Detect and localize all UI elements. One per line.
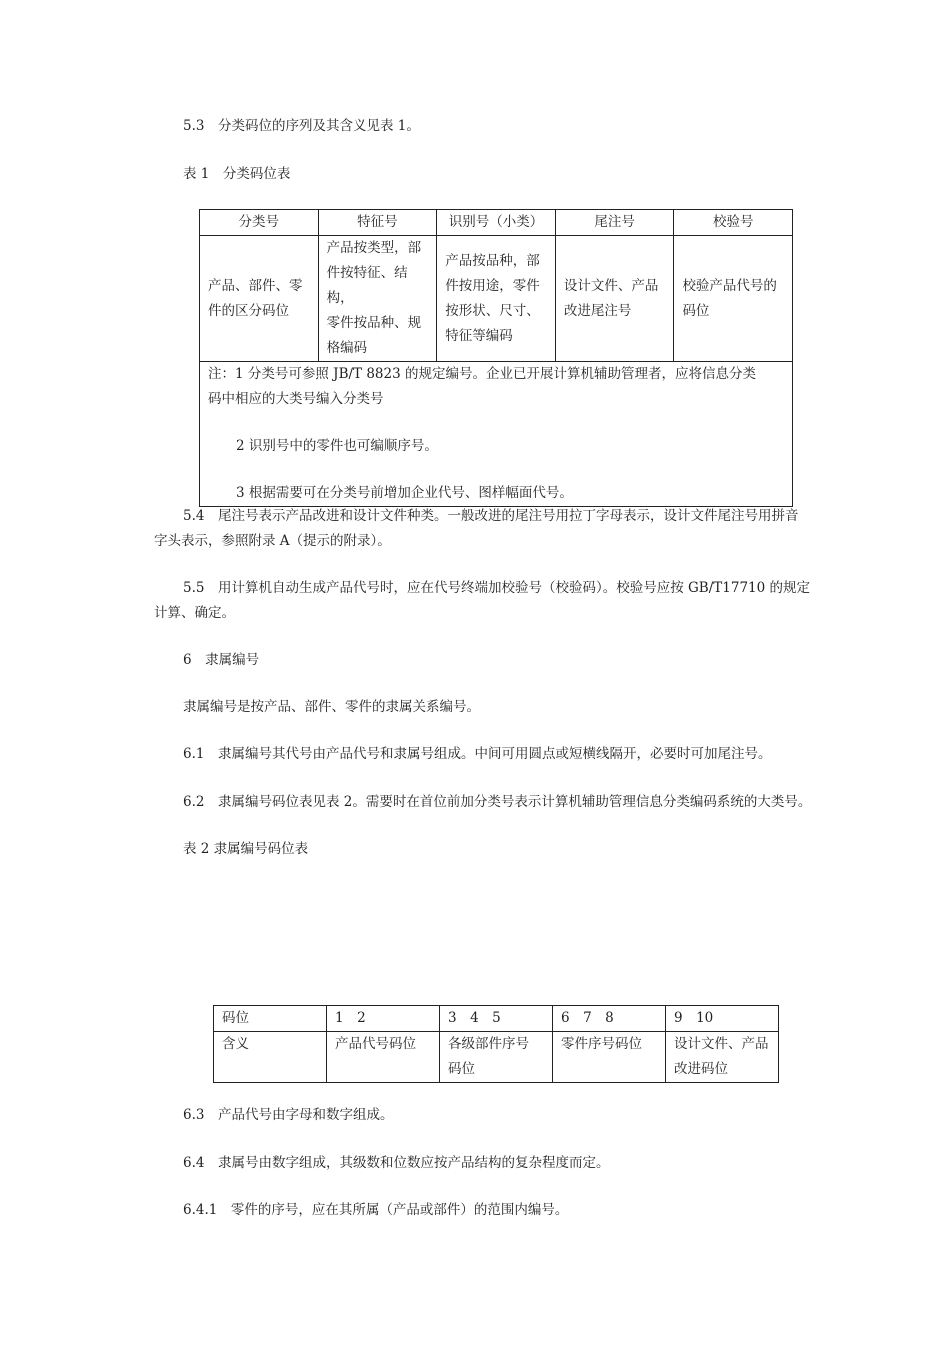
cell-line: 码位 (682, 302, 710, 319)
section-5-4-line-2: 字头表示，参照附录 A（提示的附录）。 (154, 533, 391, 549)
section-6-3: 6.3 产品代号由字母和数字组成。 (183, 1107, 394, 1123)
note-1-line-1: 注：1 分类号可参照 JB/T 8823 的规定编号。企业已开展计算机辅助管理者，应将信息分类 (208, 366, 756, 382)
table-1-classification-code (199, 209, 793, 507)
note-spacer (208, 412, 784, 434)
note-1-line-2: 码中相应的大类号编入分类号 (208, 391, 384, 407)
table1-notes-row (200, 362, 793, 507)
cell-line: 改进尾注号 (563, 302, 632, 319)
table1-cell (200, 236, 319, 362)
table1-header: 特征号 (318, 210, 437, 236)
section-5-3: 5.3 分类码位的序列及其含义见表 1。 (183, 118, 420, 134)
table2-cell (666, 1032, 779, 1083)
table2-row-code-position (214, 1006, 779, 1032)
section-5-4-line-1: 5.4 尾注号表示产品改进和设计文件种类。一般改进的尾注号用拉丁字母表示，设计文件尾注号用拼音 (183, 508, 799, 524)
cell-line: 码位 (448, 1061, 475, 1077)
note-3: 3 根据需要可在分类号前增加企业代号、图样幅面代号。 (236, 485, 573, 501)
table2-row-meaning (214, 1032, 779, 1083)
table2-cell: 9 10 (666, 1006, 779, 1032)
cell-line: 按形状、尺寸、 (445, 302, 540, 319)
table1-header-row (200, 210, 793, 236)
cell-line: 产品代号码位 (335, 1036, 416, 1052)
cell-line: 零件按品种、规 (326, 315, 422, 331)
cell-line: 件按用途，零件 (445, 277, 540, 294)
section-6-4: 6.4 隶属号由数字组成，其级数和位数应按产品结构的复杂程度而定。 (183, 1155, 610, 1171)
section-6-1: 6.1 隶属编号其代号由产品代号和隶属号组成。中间可用圆点或短横线隔开，必要时可加尾注号。 (183, 746, 772, 762)
cell-line: 件按特征、结构， (326, 265, 408, 306)
table1-cell (555, 236, 674, 362)
cell-line: 零件序号码位 (561, 1036, 642, 1052)
table1-cell (437, 236, 556, 362)
section-5-5-line-1: 5.5 用计算机自动生成产品代号时，应在代号终端加校验号（校验码）。校验号应按 GB/T17710 的规定 (183, 580, 811, 596)
section-6-intro: 隶属编号是按产品、部件、零件的隶属关系编号。 (183, 699, 480, 715)
section-6-2: 6.2 隶属编号码位表见表 2。需要时在首位前加分类号表示计算机辅助管理信息分类编码系统的大类号。 (183, 794, 812, 810)
cell-line: 设计文件、产品 (674, 1036, 769, 1052)
table-2-affiliation-code (213, 1005, 779, 1083)
cell-line: 校验产品代号的 (682, 277, 777, 294)
table2-caption: 表 2 隶属编号码位表 (183, 841, 309, 857)
table1-cell (318, 236, 437, 362)
cell-line: 设计文件、产品 (563, 277, 659, 294)
table2-cell (440, 1032, 553, 1083)
cell-line: 含义 (222, 1036, 249, 1052)
table2-cell: 6 7 8 (553, 1006, 666, 1032)
cell-line: 各级部件序号 (448, 1036, 529, 1052)
table1-body-row (200, 236, 793, 362)
table1-header: 识别号（小类） (437, 210, 556, 236)
table1-caption: 表 1 分类码位表 (183, 166, 291, 182)
cell-line: 产品按品种，部 (445, 252, 540, 269)
section-5-5-line-2: 计算、确定。 (154, 605, 235, 621)
section-6-heading: 6 隶属编号 (183, 652, 260, 668)
table1-header: 校验号 (674, 210, 793, 236)
table2-cell (327, 1032, 440, 1083)
cell-line: 特征等编码 (445, 327, 513, 344)
table1-header: 尾注号 (555, 210, 674, 236)
table1-cell (674, 236, 793, 362)
note-2: 2 识别号中的零件也可编顺序号。 (236, 438, 438, 454)
table2-cell (214, 1032, 327, 1083)
table2-cell (553, 1032, 666, 1083)
cell-line: 产品、部件、零 (208, 277, 303, 294)
cell-line: 改进码位 (674, 1061, 728, 1077)
table2-cell: 3 4 5 (440, 1006, 553, 1032)
table1-notes (200, 362, 793, 507)
section-6-4-1: 6.4.1 零件的序号，应在其所属（产品或部件）的范围内编号。 (183, 1202, 569, 1218)
table2-cell: 1 2 (327, 1006, 440, 1032)
table2-cell: 码位 (214, 1006, 327, 1032)
note-spacer (208, 459, 784, 481)
table1-header: 分类号 (200, 210, 319, 236)
cell-line: 格编码 (326, 340, 368, 356)
cell-line: 件的区分码位 (208, 302, 289, 319)
cell-line: 产品按类型，部 (326, 240, 422, 256)
